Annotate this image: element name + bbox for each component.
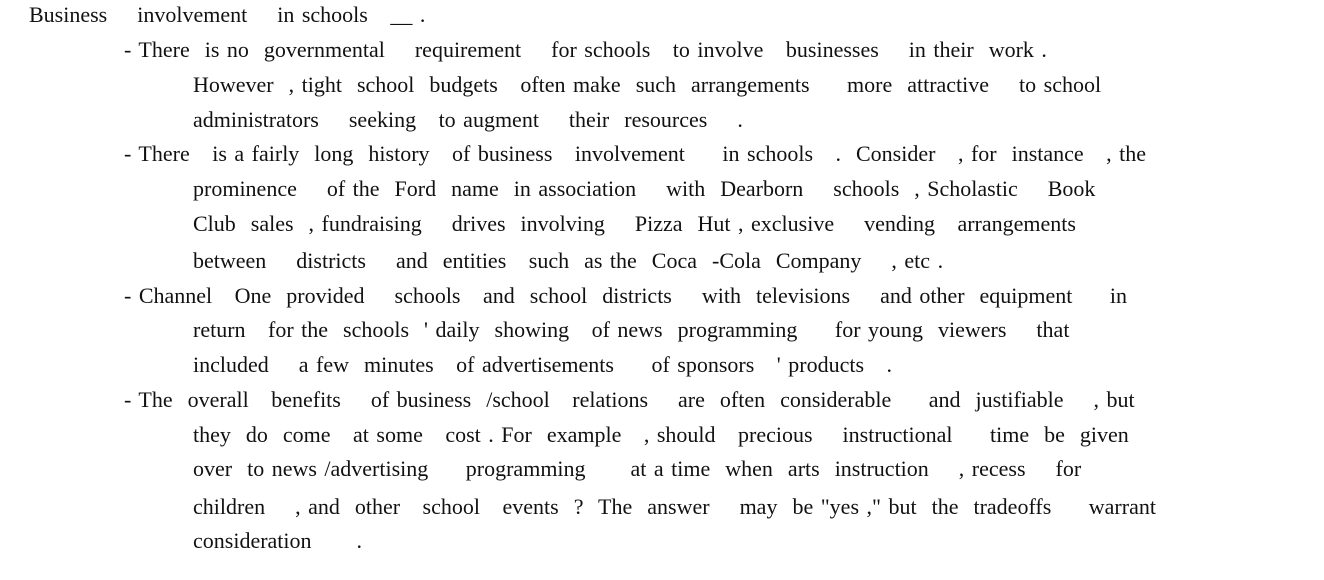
bullet-3-line-1: - Channel One provided schools and school districts with televisions and other equipment in (124, 283, 1128, 308)
bullet-3-line-2: return for the schools ' daily showing of news programming for young viewers that (193, 317, 1070, 342)
bullet-4-line-2: they do come at some cost . For example , should precious instructional time be given (193, 422, 1129, 447)
bullet-2-line-4: between districts and entities such as the Coca -Cola Company , etc . (193, 248, 944, 273)
bullet-4-line-4: children , and other school events ? The answer may be "yes ," but the tradeoffs warrant (193, 494, 1156, 519)
bullet-3-line-3: included a few minutes of advertisements of sponsors ' products . (193, 352, 893, 377)
bullet-4-line-1: - The overall benefits of business /school relations are often considerable and justifiable , but (124, 387, 1135, 412)
question-stem: Business involvement in schools __ . (29, 2, 426, 27)
bullet-2-line-2: prominence of the Ford name in association with Dearborn schools , Scholastic Book (193, 176, 1096, 201)
bullet-4-line-3: over to news /advertising programming at a time when arts instruction , recess for (193, 456, 1082, 481)
bullet-2-line-1: - There is a fairly long history of business involvement in schools . Consider , for instance , the (124, 141, 1147, 166)
bullet-1-line-1: - There is no governmental requirement for schools to involve businesses in their work . (124, 37, 1047, 62)
bullet-4-line-5: consideration . (193, 528, 363, 553)
bullet-2-line-3: Club sales , fundraising drives involving Pizza Hut , exclusive vending arrangements (193, 211, 1076, 236)
bullet-1-line-3: administrators seeking to augment their resources . (193, 107, 743, 132)
bullet-1-line-2: However , tight school budgets often make such arrangements more attractive to school (193, 72, 1102, 97)
